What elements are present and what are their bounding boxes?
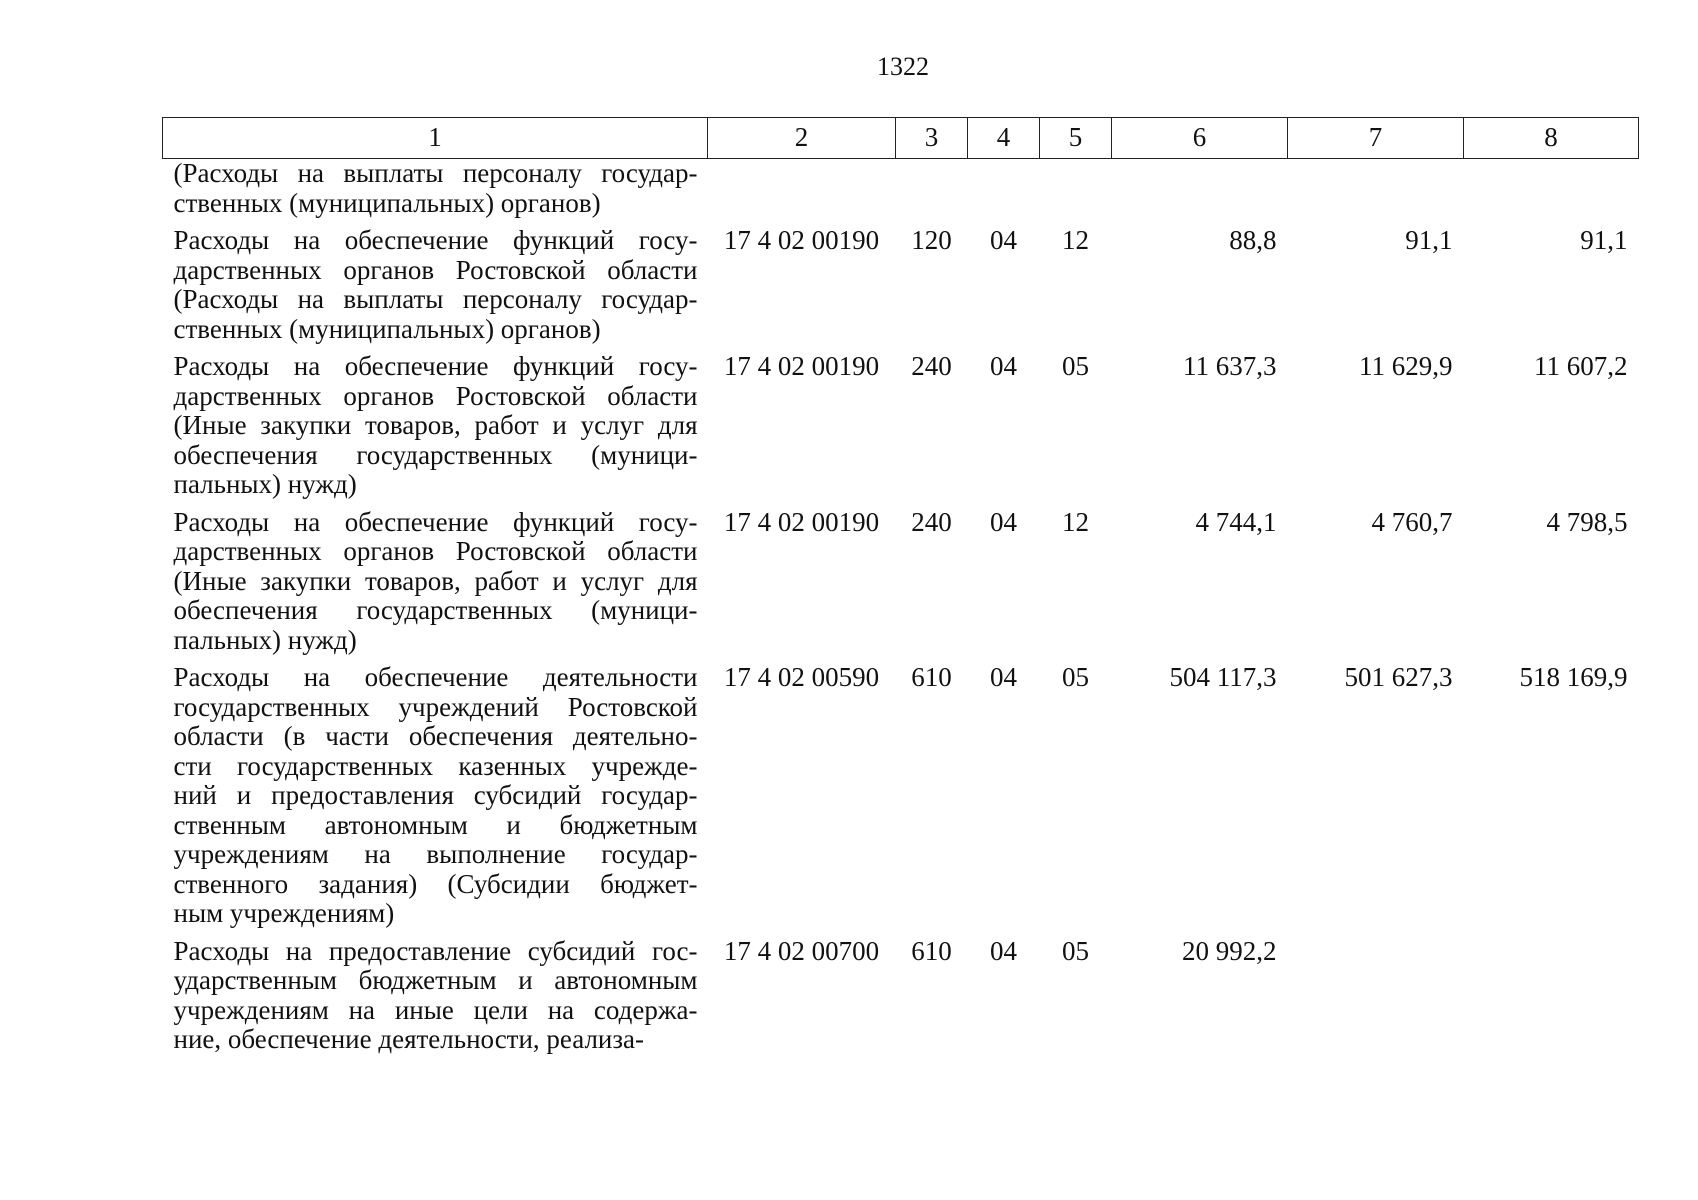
description-line: ственного задания) (Субсидии бюджет- — [173, 868, 698, 899]
description-line: ударственным бюджетным и автономным — [173, 965, 698, 995]
description-line: пальных) нужд) — [173, 624, 357, 655]
description-line: ным учреждениям) — [173, 898, 395, 928]
expense-type-cell: 610 — [911, 662, 952, 692]
amount-year2-cell: 91,1 — [1405, 225, 1453, 255]
column-header: 4 — [968, 118, 1040, 159]
amount-year1-cell: 20 992,2 — [1182, 935, 1277, 966]
amount-year3-cell: 11 607,2 — [1534, 351, 1628, 381]
description-line: учреждениям на выполнение государ- — [173, 839, 698, 869]
subsection-cell — [1040, 159, 1112, 219]
amount-year2-cell: 4 760,7 — [1371, 506, 1453, 537]
table-row — [163, 159, 1639, 219]
description-line: сти государственных казенных учрежде- — [173, 750, 698, 781]
target-code-cell: 17 4 02 00590 — [723, 662, 880, 692]
description-line: государственных учреждений Ростовской — [173, 691, 698, 722]
column-header: 3 — [896, 118, 968, 159]
description-line: ние, обеспечение деятельности, реализа- — [173, 1024, 645, 1054]
description-line: (Расходы на выплаты персоналу государ- — [173, 158, 698, 188]
section-cell — [968, 159, 1040, 219]
amount-year3-cell — [1464, 159, 1639, 219]
column-header: 8 — [1464, 118, 1639, 159]
description-line: ственных (муниципальных) органов) — [173, 187, 601, 218]
expense-type-cell: 610 — [911, 935, 952, 966]
expense-type-cell: 120 — [911, 225, 952, 255]
description-line: (Иные закупки товаров, работ и услуг для — [173, 410, 698, 440]
column-header: 6 — [1112, 118, 1288, 159]
description-line: ственных (муниципальных) органов) — [173, 313, 601, 344]
amount-year2-cell: 501 627,3 — [1344, 662, 1453, 692]
column-header: 5 — [1040, 118, 1112, 159]
amount-year3-cell — [1464, 937, 1639, 1055]
section-cell: 04 — [990, 225, 1017, 255]
table-row — [163, 508, 1639, 656]
section-cell: 04 — [990, 351, 1017, 381]
description-line: ственным автономным и бюджетным — [173, 809, 698, 840]
description-cell — [163, 937, 708, 1055]
amount-year2-cell — [1288, 159, 1464, 219]
section-cell: 04 — [990, 662, 1017, 692]
expense-type-cell: 240 — [911, 351, 952, 381]
amount-year1-cell: 504 117,3 — [1169, 662, 1277, 692]
description-cell — [163, 508, 708, 656]
table-row — [163, 352, 1639, 500]
description-line: Расходы на обеспечение функций госу- — [173, 351, 698, 381]
column-header: 1 — [163, 118, 708, 159]
description-line: обеспечения государственных (муници- — [173, 439, 698, 470]
description-line: дарственных органов Ростовской области — [173, 254, 698, 285]
subsection-cell: 12 — [1062, 225, 1089, 255]
target-code-cell: 17 4 02 00700 — [723, 935, 880, 966]
expense-type-cell: 240 — [911, 506, 952, 537]
column-header: 7 — [1288, 118, 1464, 159]
description-line: ний и предоставления субсидий государ- — [173, 780, 698, 810]
subsection-cell: 12 — [1062, 506, 1089, 537]
header-row — [163, 118, 1639, 159]
expense-type-cell — [896, 159, 968, 219]
target-code-cell — [708, 159, 896, 219]
amount-year1-cell — [1112, 159, 1288, 219]
description-line: (Расходы на выплаты персоналу государ- — [173, 284, 698, 314]
target-code-cell: 17 4 02 00190 — [723, 225, 880, 255]
description-line: дарственных органов Ростовской области — [173, 536, 698, 566]
description-cell — [163, 159, 708, 219]
description-cell — [163, 226, 708, 344]
target-code-cell: 17 4 02 00190 — [723, 351, 880, 381]
page-number: 1322 — [877, 52, 929, 81]
description-line: пальных) нужд) — [173, 469, 357, 499]
target-code-cell: 17 4 02 00190 — [723, 506, 880, 537]
description-line: обеспечения государственных (муници- — [173, 595, 698, 625]
subsection-cell: 05 — [1062, 935, 1089, 966]
description-line: области (в части обеспечения деятельно- — [173, 721, 698, 751]
description-line: дарственных органов Ростовской области — [173, 380, 698, 411]
column-header: 2 — [708, 118, 896, 159]
description-line: Расходы на обеспечение функций госу- — [173, 225, 698, 255]
amount-year3-cell: 4 798,5 — [1546, 506, 1628, 537]
section-cell: 04 — [990, 506, 1017, 537]
description-cell — [163, 663, 708, 929]
amount-year3-cell: 518 169,9 — [1519, 662, 1628, 692]
description-line: Расходы на обеспечение деятельности — [173, 662, 698, 692]
amount-year1-cell: 4 744,1 — [1195, 506, 1277, 537]
budget-table — [162, 117, 1639, 1055]
description-line: Расходы на предоставление субсидий гос- — [173, 935, 698, 966]
table-row — [163, 226, 1639, 344]
description-line: учреждениям на иные цели на содержа- — [173, 994, 698, 1025]
amount-year2-cell: 11 629,9 — [1359, 351, 1453, 381]
section-cell: 04 — [990, 935, 1017, 966]
amount-year1-cell: 11 637,3 — [1183, 351, 1277, 381]
amount-year2-cell — [1288, 937, 1464, 1055]
amount-year1-cell: 88,8 — [1229, 225, 1277, 255]
table-row — [163, 937, 1639, 1055]
description-cell — [163, 352, 708, 500]
subsection-cell: 05 — [1062, 351, 1089, 381]
amount-year3-cell: 91,1 — [1580, 225, 1628, 255]
table-row — [163, 663, 1639, 929]
subsection-cell: 05 — [1062, 662, 1089, 692]
description-line: Расходы на обеспечение функций госу- — [173, 506, 698, 537]
description-line: (Иные закупки товаров, работ и услуг для — [173, 565, 698, 596]
